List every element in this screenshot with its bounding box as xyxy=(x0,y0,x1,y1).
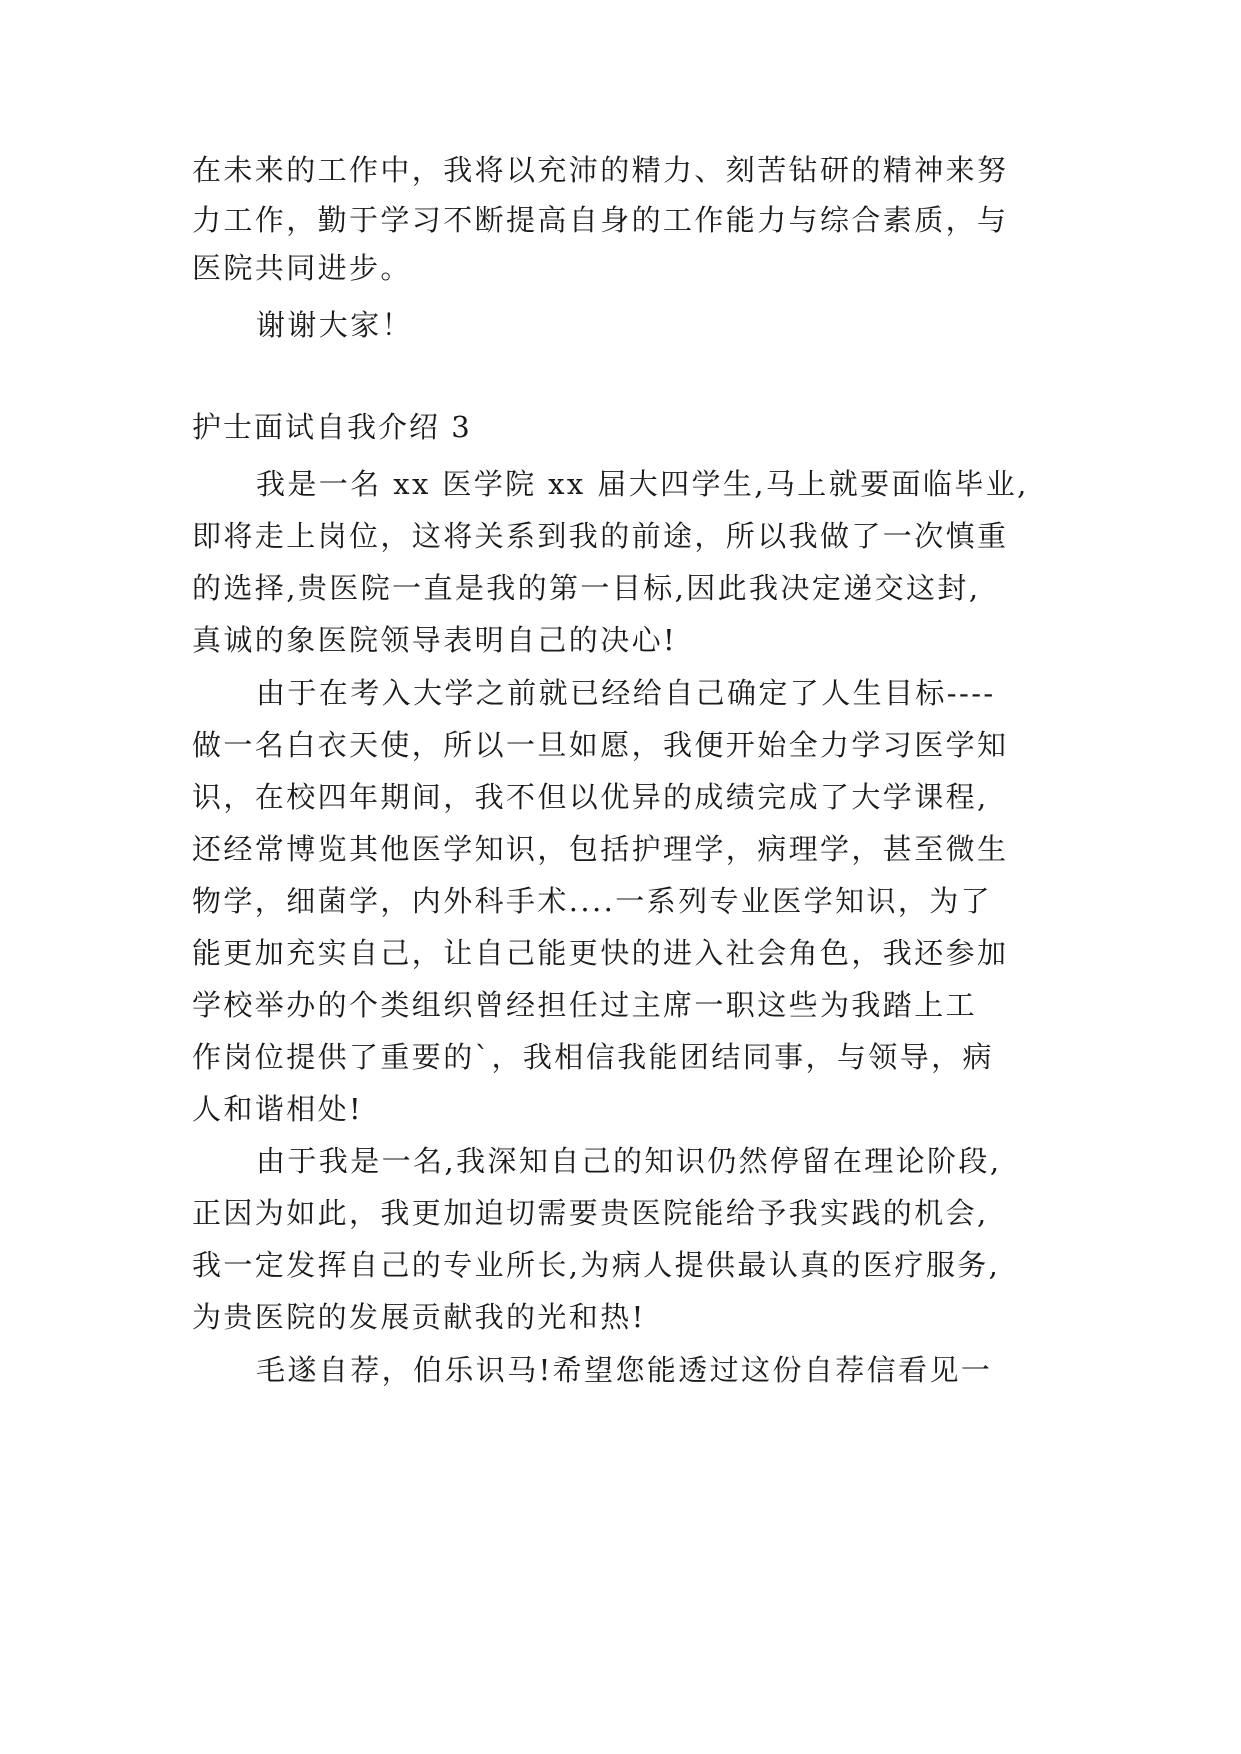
paragraph-2-line-2: 做一名白衣天使，所以一旦如愿，我便开始全力学习医学知 xyxy=(192,728,1009,762)
paragraph-2-line-7: 学校举办的个类组织曾经担任过主席一职这些为我踏上工 xyxy=(192,988,978,1022)
paragraph-3-line-2: 正因为如此，我更加迫切需要贵医院能给予我实践的机会, xyxy=(192,1196,989,1230)
section-title: 护士面试自我介绍 3 xyxy=(192,410,472,444)
paragraph-2-line-9: 人和谐相处! xyxy=(192,1092,364,1126)
paragraph-1-line-2: 即将走上岗位，这将关系到我的前途，所以我做了一次慎重 xyxy=(192,519,1009,553)
paragraph-2-line-1: 由于在考入大学之前就已经给自己确定了人生目标---- xyxy=(256,676,996,710)
closing-line-1: 在未来的工作中，我将以充沛的精力、刻苦钻研的精神来努 xyxy=(192,153,1009,187)
paragraph-1-line-4: 真诚的象医院领导表明自己的决心! xyxy=(192,623,678,657)
paragraph-4-line-1: 毛遂自荐，伯乐识马!希望您能透过这份自荐信看见一 xyxy=(256,1353,993,1387)
paragraph-2-line-4: 还经常博览其他医学知识，包括护理学，病理学，甚至微生 xyxy=(192,832,1009,866)
closing-line-2: 力工作，勤于学习不断提高自身的工作能力与综合素质，与 xyxy=(192,203,1009,237)
closing-line-3: 医院共同进步。 xyxy=(192,251,412,285)
paragraph-3-line-4: 为贵医院的发展贡献我的光和热! xyxy=(192,1300,646,1334)
closing-thanks: 谢谢大家！ xyxy=(256,308,414,342)
paragraph-3-line-3: 我一定发挥自己的专业所长,为病人提供最认真的医疗服务, xyxy=(192,1248,1001,1282)
paragraph-2-line-3: 识，在校四年期间，我不但以优异的成绩完成了大学课程, xyxy=(192,780,989,814)
paragraph-2-line-6: 能更加充实自己，让自己能更快的进入社会角色，我还参加 xyxy=(192,936,1009,970)
paragraph-3-line-1: 由于我是一名,我深知自己的知识仍然停留在理论阶段, xyxy=(256,1144,1002,1178)
paragraph-2-line-5: 物学，细菌学，内外科手术....一系列专业医学知识，为了 xyxy=(192,884,993,918)
paragraph-1-line-3: 的选择,贵医院一直是我的第一目标,因此我决定递交这封, xyxy=(192,571,981,605)
paragraph-1-line-1: 我是一名 xx 医学院 xx 届大四学生,马上就要面临毕业, xyxy=(256,467,1029,501)
paragraph-2-line-8: 作岗位提供了重要的`，我相信我能团结同事，与领导，病 xyxy=(192,1040,994,1074)
